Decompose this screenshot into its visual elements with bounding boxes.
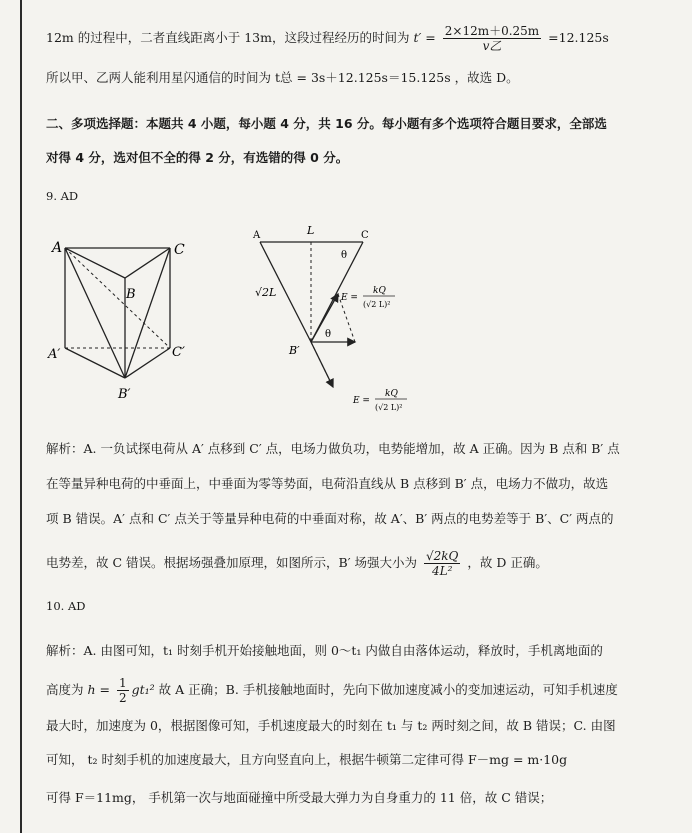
field-strength-fraction xyxy=(424,549,460,578)
time-fraction-numerator: 2×12m＋0.25m xyxy=(444,24,540,38)
q9-explanation-line4 xyxy=(46,549,548,578)
q10-line2-end: 故 A 正确；B. 手机接触地面时，先向下做加速度减小的变加速运动，可知手机速度 xyxy=(158,682,618,697)
line2-text: 所以甲、乙两人能利用星闪通信的时间为 xyxy=(46,70,272,85)
q10-explanation-line1: 解析：A. 由图可知，t₁ 时刻手机开始接触地面，则 0～t₁ 内做自由落体运动，释放时，手机离地面的 xyxy=(46,643,603,658)
theta-bottom: θ xyxy=(325,329,332,340)
question-9-answer: 9. AD xyxy=(46,189,79,203)
side-length-label: √2L xyxy=(255,286,277,299)
label-C2: C xyxy=(361,230,369,241)
q9-line4-end: ，故 D 正确。 xyxy=(467,555,548,570)
label-A: A xyxy=(52,240,63,256)
q10-line2-text: 高度为 xyxy=(46,682,84,697)
field-E2-denominator: (√2 L)² xyxy=(375,403,403,412)
label-C: C xyxy=(174,242,185,258)
time-result: =12.125s xyxy=(548,30,609,45)
q9-explanation-line2: 在等量异种电荷的中垂面上，中垂面为零等势面，电荷沿直线从 B 点移到 B′ 点，电场力不做功，故选 xyxy=(46,476,609,491)
field-E1-numerator: kQ xyxy=(373,286,386,296)
field-E1-prefix: E = xyxy=(341,293,358,303)
text-line-1 xyxy=(46,24,609,53)
q9-explanation-line1: 解析：A. 一负试探电荷从 A′ 点移到 C′ 点，电场力做负功，电势能增加，故 A 正确。因为 B 点和 B′ 点 xyxy=(46,441,620,456)
q9-line4-text: 电势差，故 C 错误。根据场强叠加原理，如图所示，B′ 场强大小为 xyxy=(46,555,418,570)
prism-figure xyxy=(40,226,200,406)
field-E2-prefix: E = xyxy=(353,396,370,406)
section-2-heading-line1: 二、多项选择题：本题共 4 小题，每小题 4 分，共 16 分。每小题有多个选项符合题目要求，全部选 xyxy=(46,116,607,131)
total-time-equation: t总 = 3s＋12.125s＝15.125s xyxy=(275,70,451,85)
text-line-2 xyxy=(46,70,519,86)
height-symbol: h = xyxy=(87,682,110,697)
label-A-prime: A′ xyxy=(48,347,61,362)
field-fraction-denominator: 4L² xyxy=(431,564,453,578)
field-fraction-numerator: √2kQ xyxy=(426,549,459,563)
label-C-prime: C′ xyxy=(172,345,185,360)
half-denominator: 2 xyxy=(118,691,127,705)
half-fraction xyxy=(117,676,129,705)
label-B: B xyxy=(126,287,136,302)
half-numerator: 1 xyxy=(118,676,127,690)
q10-explanation-line3: 最大时，加速度为 0，根据图像可知，手机速度最大的时刻在 t₁ 与 t₂ 两时刻之间，故 B 错误；C. 由图 xyxy=(46,718,616,733)
q10-explanation-line4: 可知， t₂ 时刻手机的加速度最大，且方向竖直向上，根据牛顿第二定律可得 F－mg = m·10g xyxy=(46,752,568,767)
t-prime-symbol: t′ = xyxy=(413,30,436,45)
gt-squared: gt₁² xyxy=(131,682,155,697)
q10-explanation-line2 xyxy=(46,676,618,705)
question-10-answer: 10. AD xyxy=(46,599,86,613)
q10-explanation-line5: 可得 F＝11mg， 手机第一次与地面碰撞中所受最大弹力为自身重力的 11 倍，故 C 错误； xyxy=(46,790,553,805)
field-E2-numerator: kQ xyxy=(385,389,398,399)
time-fraction-denominator: v乙 xyxy=(482,39,502,53)
theta-top: θ xyxy=(341,250,348,261)
label-L: L xyxy=(307,224,315,237)
field-vector-figure xyxy=(245,222,420,422)
q9-explanation-line3: 项 B 错误。A′ 点和 C′ 点关于等量异种电荷的中垂面对称，故 A′、B′ 两点的电势差等于 B′、C′ 两点的 xyxy=(46,511,614,526)
label-A2: A xyxy=(253,230,261,241)
label-B-prime-2: B′ xyxy=(289,344,300,357)
section-2-heading-line2: 对得 4 分，选对但不全的得 2 分，有选错的得 0 分。 xyxy=(46,150,349,165)
line1-text: 12m 的过程中，二者直线距离小于 13m，这段过程经历的时间为 xyxy=(46,30,410,45)
label-B-prime: B′ xyxy=(118,387,131,402)
field-E1-denominator: (√2 L)² xyxy=(363,300,391,309)
left-margin-rule xyxy=(20,0,22,833)
time-fraction xyxy=(443,24,541,53)
line2-end: ，故选 D。 xyxy=(454,70,519,85)
